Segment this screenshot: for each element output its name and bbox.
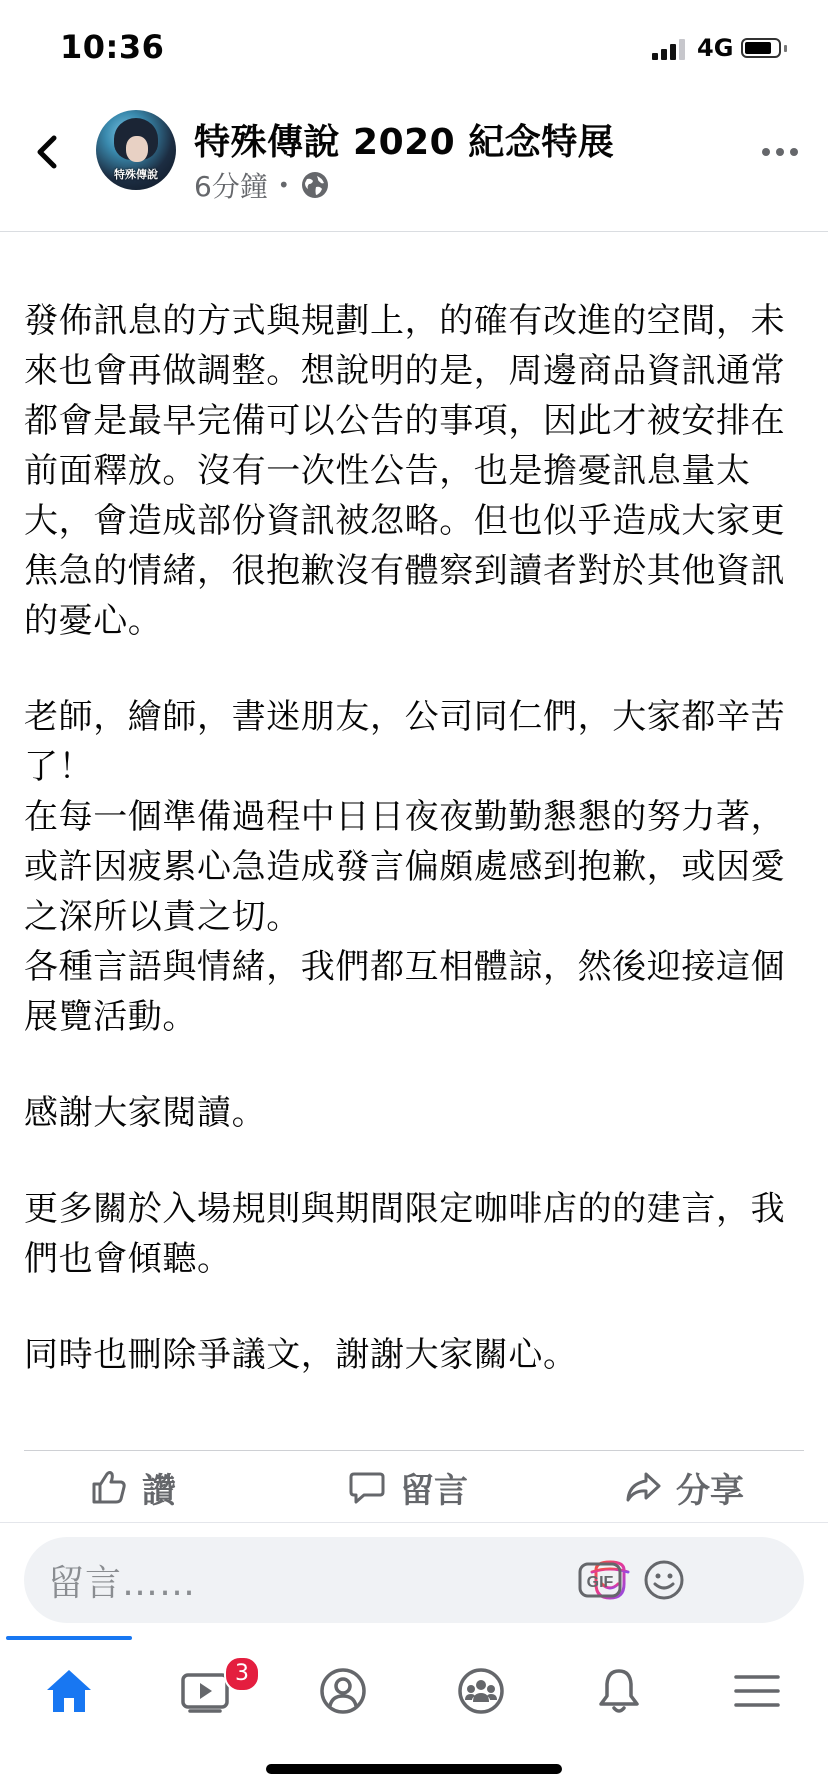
globe-icon xyxy=(300,170,330,200)
post-body xyxy=(24,232,804,1446)
post-paragraph: 老師，繪師，書迷朋友，公司同仁們，大家都辛苦了！ 在每一個準備過程中日日夜夜勤勤懇懇的努力著， 或許因疲累心急造成發言偏頗處感到抱歉，或因愛之深所以責之切。 各種言語與情緒，我們都互相體諒，然後迎接這個展覽活動。 xyxy=(24,697,786,1037)
network-label: 4G xyxy=(697,34,734,62)
video-play-icon xyxy=(180,1666,230,1716)
comment-button[interactable] xyxy=(348,1465,468,1509)
home-icon xyxy=(44,1666,94,1716)
comment-input[interactable] xyxy=(24,1537,804,1623)
bottom-tab-bar xyxy=(0,1636,828,1792)
back-button[interactable] xyxy=(24,128,72,176)
post-paragraph: 更多關於入場規則與期間限定咖啡店的的建言，我們也會傾聽。 xyxy=(24,1189,786,1279)
hamburger-menu-icon xyxy=(732,1666,782,1716)
comment-bubble-icon xyxy=(348,1468,386,1506)
gif-icon[interactable] xyxy=(576,1556,624,1604)
tab-profile[interactable] xyxy=(298,1654,388,1734)
battery-icon xyxy=(741,38,781,58)
thumbs-up-icon xyxy=(90,1468,128,1506)
signal-strength-icon xyxy=(652,38,688,60)
bell-icon xyxy=(594,1666,644,1716)
post-paragraph: 感謝大家閱讀。 xyxy=(24,1093,267,1133)
comment-placeholder: 留言…… xyxy=(48,1563,197,1604)
tab-home[interactable] xyxy=(24,1654,114,1734)
comment-label: 留言 xyxy=(400,1470,468,1511)
chevron-left-icon xyxy=(24,128,72,176)
active-tab-indicator xyxy=(6,1636,132,1640)
more-options-button[interactable] xyxy=(760,142,800,162)
gif-label: GIF xyxy=(586,1574,614,1591)
share-arrow-icon xyxy=(624,1468,662,1506)
status-bar xyxy=(0,0,828,100)
like-button[interactable] xyxy=(90,1465,176,1509)
tab-menu[interactable] xyxy=(712,1654,802,1734)
post-paragraph: 同時也刪除爭議文，謝謝大家關心。 xyxy=(24,1335,578,1375)
meta-separator: • xyxy=(277,173,290,197)
scrolled-text-fragment xyxy=(24,232,804,256)
post-timestamp[interactable]: 6分鐘 xyxy=(194,170,268,203)
post-action-bar xyxy=(24,1450,804,1522)
page-avatar[interactable] xyxy=(96,110,176,190)
post-header xyxy=(0,100,828,232)
more-dots-icon xyxy=(760,142,800,162)
groups-icon xyxy=(456,1666,506,1716)
notification-badge: 3 xyxy=(224,1656,260,1692)
share-button[interactable] xyxy=(624,1465,744,1509)
post-paragraph: 發佈訊息的方式與規劃上，的確有改進的空間，未來也會再做調整。想說明的是，周邊商品資訊通常都會是最早完備可以公告的事項，因此才被安排在前面釋放。沒有一次性公告，也是擔憂訊息量太大，會造成部份資訊被忽略。但也似乎造成大家更焦急的情緒，很抱歉沒有體察到讀者對於其他資訊的憂心。 xyxy=(24,301,786,641)
profile-icon xyxy=(318,1666,368,1716)
page-name[interactable]: 特殊傳說 2020 紀念特展 xyxy=(194,122,615,163)
like-label: 讚 xyxy=(142,1470,176,1511)
tab-notifications[interactable] xyxy=(574,1654,664,1734)
battery-tip xyxy=(784,45,787,52)
share-label: 分享 xyxy=(676,1470,744,1511)
tab-groups[interactable] xyxy=(436,1654,526,1734)
emoji-icon[interactable] xyxy=(640,1556,688,1604)
comment-composer xyxy=(0,1522,828,1636)
home-indicator xyxy=(266,1764,562,1774)
tab-watch[interactable] xyxy=(160,1654,250,1734)
status-time: 10:36 xyxy=(60,28,165,66)
post-meta xyxy=(194,168,330,202)
avatar-logo-text: 特殊傳說 xyxy=(114,168,158,181)
